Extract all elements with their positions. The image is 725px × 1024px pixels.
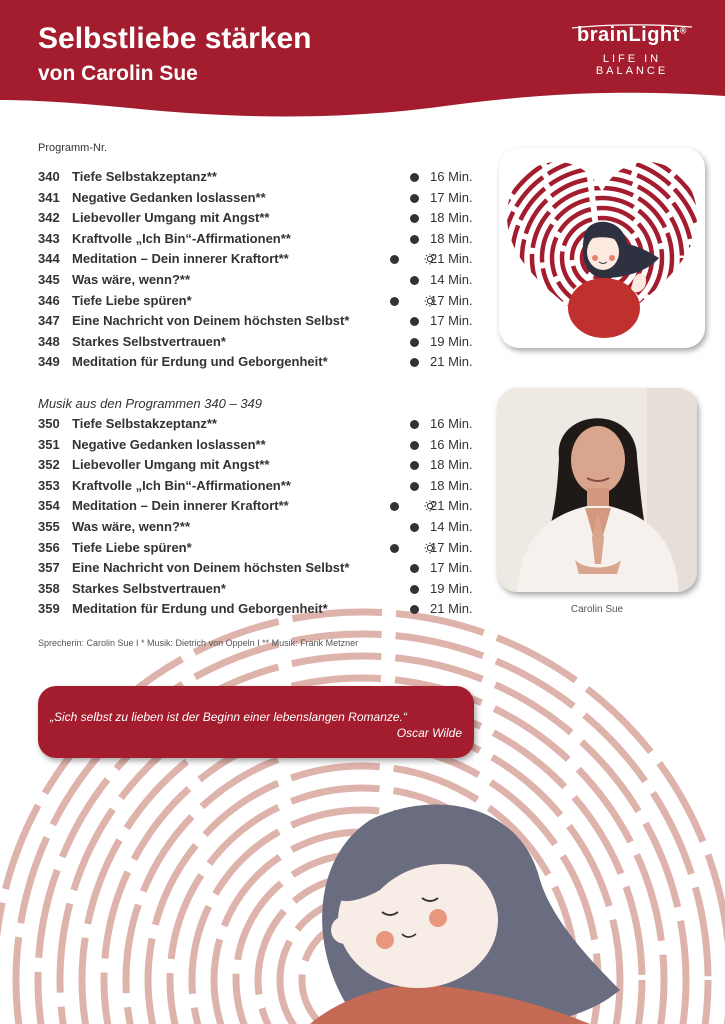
program-number: 340: [38, 169, 60, 184]
program-number: 351: [38, 436, 60, 452]
filled-circle-icon: [410, 173, 419, 182]
program-number: 341: [38, 189, 60, 205]
program-number: 356: [38, 539, 60, 555]
program-row: [38, 188, 478, 209]
program-row: [38, 599, 478, 620]
speaker-photo: [497, 388, 697, 592]
program-title: Tiefe Liebe spüren*: [72, 539, 192, 555]
program-title: Was wäre, wenn?**: [72, 271, 190, 287]
program-number: 353: [38, 477, 60, 493]
fingerprint-heart-icon: [499, 148, 705, 348]
program-number: 342: [38, 210, 60, 226]
program-row: [38, 229, 478, 250]
program-duration: 17 Min.: [430, 189, 473, 205]
program-duration: 16 Min.: [430, 436, 473, 452]
program-duration: 18 Min.: [430, 457, 473, 473]
program-duration: 14 Min.: [430, 518, 473, 534]
program-row: [38, 291, 478, 312]
program-number: 349: [38, 354, 60, 370]
header-banner: [0, 0, 725, 130]
program-duration: 18 Min.: [430, 210, 473, 226]
program-title: Tiefe Selbstakzeptanz**: [72, 169, 217, 184]
program-number: 348: [38, 333, 60, 349]
brand-tagline: LIFE IN BALANCE: [595, 53, 669, 77]
program-row: [38, 332, 478, 353]
program-number: 359: [38, 601, 60, 617]
filled-circle-icon: [410, 441, 419, 450]
page-subtitle: von Carolin Sue: [38, 62, 198, 85]
program-duration: 16 Min.: [430, 416, 473, 431]
photo-caption: Carolin Sue: [570, 604, 624, 615]
program-duration: 19 Min.: [430, 580, 473, 596]
program-title: Meditation – Dein innerer Kraftort**: [72, 251, 289, 267]
program-title: Eine Nachricht von Deinem höchsten Selbst*: [72, 560, 350, 576]
program-number: 347: [38, 313, 60, 329]
program-number: 355: [38, 518, 60, 534]
registered-mark: ®: [679, 25, 687, 36]
program-title: Meditation für Erdung und Geborgenheit*: [72, 601, 328, 617]
quote-author: Oscar Wilde: [396, 726, 462, 740]
program-title: Starkes Selbstvertrauen*: [72, 333, 226, 349]
program-row: [38, 167, 478, 188]
program-number: 345: [38, 271, 60, 287]
program-title: Starkes Selbstvertrauen*: [72, 580, 226, 596]
program-title: Tiefe Liebe spüren*: [72, 292, 192, 308]
program-title: Negative Gedanken loslassen**: [72, 436, 266, 452]
music-section-heading: Musik aus den Programmen 340 – 349: [38, 396, 263, 411]
heart-illustration-card: [499, 148, 705, 348]
filled-circle-icon: [410, 523, 419, 532]
filled-circle-icon: [410, 605, 419, 614]
filled-circle-icon: [410, 194, 419, 203]
filled-circle-icon: [390, 502, 399, 511]
program-title: Tiefe Selbstakzeptanz**: [72, 416, 217, 431]
program-duration: 17 Min.: [430, 292, 473, 308]
program-title: Was wäre, wenn?**: [72, 518, 190, 534]
program-title: Negative Gedanken loslassen**: [72, 189, 266, 205]
program-title: Meditation – Dein innerer Kraftort**: [72, 498, 289, 514]
filled-circle-icon: [410, 420, 419, 429]
program-number: 350: [38, 416, 60, 431]
program-row: [38, 435, 478, 456]
program-number: 344: [38, 251, 60, 267]
program-title: Meditation für Erdung und Geborgenheit*: [72, 354, 328, 370]
filled-circle-icon: [410, 461, 419, 470]
program-title: Liebevoller Umgang mit Angst**: [72, 210, 270, 226]
program-duration: 17 Min.: [430, 560, 473, 576]
filled-circle-icon: [410, 482, 419, 491]
program-row: [38, 208, 478, 229]
program-number-label: Programm-Nr.: [38, 142, 108, 154]
filled-circle-icon: [410, 338, 419, 347]
filled-circle-icon: [390, 297, 399, 306]
program-title: Eine Nachricht von Deinem höchsten Selbst*: [72, 313, 350, 329]
program-duration: 21 Min.: [430, 251, 473, 267]
program-duration: 21 Min.: [430, 498, 473, 514]
program-number: 357: [38, 560, 60, 576]
brand-name: brainLight: [577, 24, 680, 46]
program-duration: 16 Min.: [430, 169, 473, 184]
program-title: Kraftvolle „Ich Bin“-Affirmationen**: [72, 230, 291, 246]
credits-line: Sprecherin: Carolin Sue I * Musik: Dietrich von Oppeln I ** Musik: Frank Metzner: [38, 638, 359, 648]
logo-swoosh: [567, 24, 697, 30]
program-number: 358: [38, 580, 60, 596]
program-duration: 21 Min.: [430, 601, 473, 617]
program-row: [38, 476, 478, 497]
program-number: 346: [38, 292, 60, 308]
program-number: 352: [38, 457, 60, 473]
filled-circle-icon: [410, 235, 419, 244]
filled-circle-icon: [410, 214, 419, 223]
filled-circle-icon: [410, 317, 419, 326]
program-title: Kraftvolle „Ich Bin“-Affirmationen**: [72, 477, 291, 493]
program-duration: 18 Min.: [430, 230, 473, 246]
brand-logo: [567, 24, 697, 77]
program-duration: 21 Min.: [430, 354, 473, 370]
filled-circle-icon: [390, 544, 399, 553]
filled-circle-icon: [390, 255, 399, 264]
program-row: [38, 249, 478, 270]
program-duration: 18 Min.: [430, 477, 473, 493]
program-row: [38, 414, 478, 435]
filled-circle-icon: [410, 276, 419, 285]
program-duration: 17 Min.: [430, 539, 473, 555]
program-list: [38, 167, 478, 373]
music-list: [38, 414, 478, 620]
quote-box: [38, 686, 474, 758]
filled-circle-icon: [410, 564, 419, 573]
program-row: [38, 558, 478, 579]
program-number: 343: [38, 230, 60, 246]
program-title: Liebevoller Umgang mit Angst**: [72, 457, 270, 473]
program-row: [38, 352, 478, 373]
program-row: [38, 538, 478, 559]
program-row: [38, 517, 478, 538]
program-row: [38, 579, 478, 600]
quote-text: „Sich selbst zu lieben ist der Beginn einer lebenslangen Romanze.“: [50, 710, 407, 724]
page-title: Selbstliebe stärken: [38, 22, 312, 55]
program-duration: 19 Min.: [430, 333, 473, 349]
woman-face-illustration: [290, 800, 640, 1024]
program-row: [38, 270, 478, 291]
program-duration: 14 Min.: [430, 271, 473, 287]
program-duration: 17 Min.: [430, 313, 473, 329]
program-row: [38, 311, 478, 332]
program-row: [38, 496, 478, 517]
filled-circle-icon: [410, 585, 419, 594]
speaker-portrait-image: [497, 388, 697, 592]
program-row: [38, 455, 478, 476]
program-number: 354: [38, 498, 60, 514]
filled-circle-icon: [410, 358, 419, 367]
